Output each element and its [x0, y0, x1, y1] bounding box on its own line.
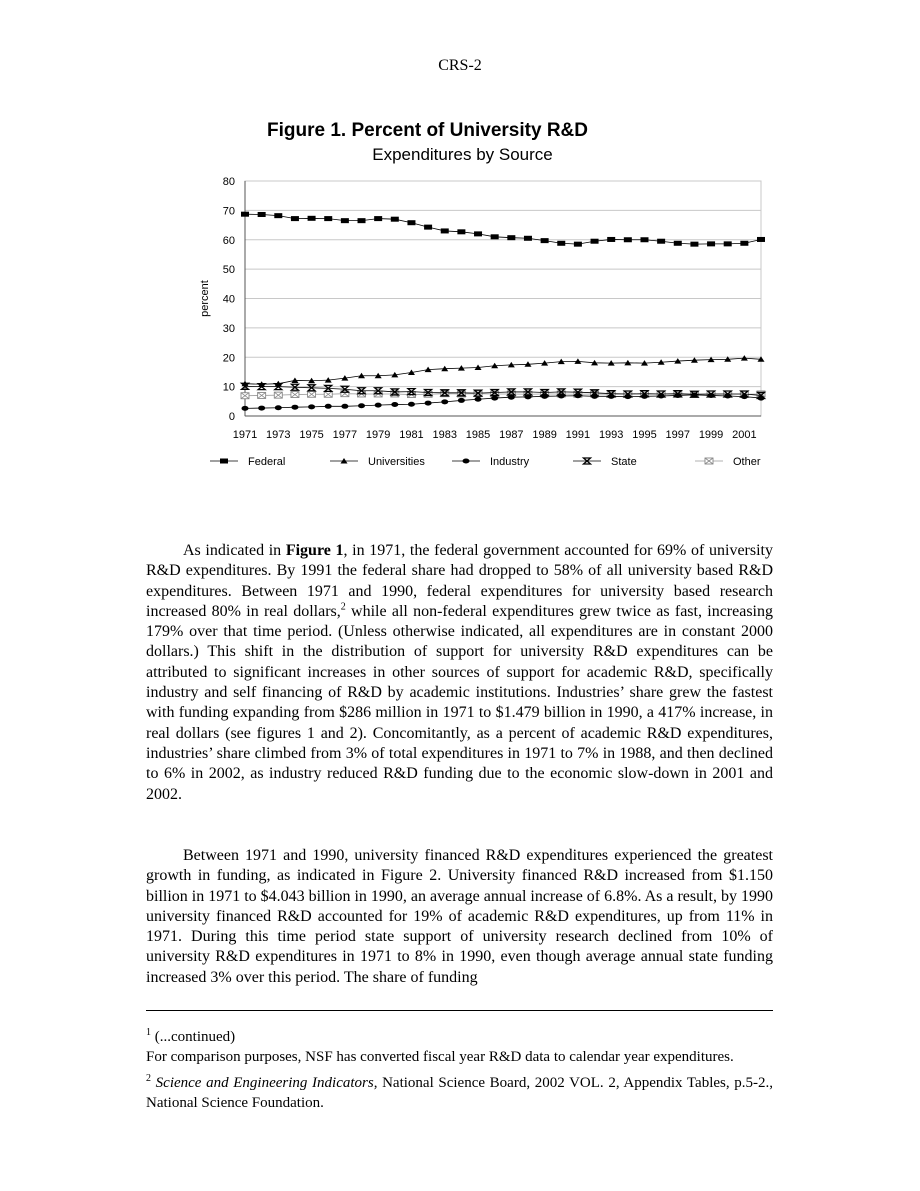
series-state: [242, 383, 765, 398]
data-point: [458, 398, 465, 403]
x-tick-label: 2001: [732, 429, 757, 441]
series-federal: [241, 212, 765, 247]
data-point: [724, 241, 732, 246]
data-point: [574, 393, 581, 398]
data-point: [441, 228, 449, 233]
y-tick-label: 30: [222, 322, 235, 335]
data-point: [740, 241, 748, 246]
data-point: [691, 392, 698, 397]
data-point: [358, 218, 366, 223]
data-point: [291, 392, 299, 398]
legend-item-other: [695, 456, 761, 468]
x-tick-label: 1971: [232, 429, 258, 441]
y-tick-label: 60: [222, 234, 235, 247]
x-tick-label: 1983: [432, 429, 457, 441]
y-tick-label: 0: [228, 411, 235, 423]
series-line: [245, 358, 761, 384]
figure-subtitle: Expenditures by Source: [372, 145, 553, 164]
series-line: [245, 395, 761, 409]
legend-marker: [705, 458, 713, 464]
data-point: [324, 216, 332, 221]
data-point: [341, 218, 349, 223]
data-point: [425, 401, 432, 406]
data-point: [557, 241, 565, 246]
data-point: [757, 237, 765, 242]
data-point: [308, 404, 315, 409]
data-point: [275, 405, 282, 410]
footnote-1-number: 1: [146, 1027, 151, 1038]
data-point: [491, 396, 498, 401]
data-point: [408, 402, 415, 407]
data-point: [591, 394, 598, 399]
data-point: [407, 220, 415, 225]
data-point: [724, 394, 731, 399]
footnote-2-text: , National Science Board, 2002 VOL. 2, Appendix Tables, p.5-2., National Science Foundation.: [146, 1075, 773, 1111]
data-point: [274, 392, 282, 398]
data-point: [741, 355, 748, 361]
line-chart: [0, 0, 920, 500]
data-point: [457, 229, 465, 234]
x-tick-label: 1979: [365, 429, 391, 441]
y-tick-label: 80: [222, 176, 235, 188]
data-point: [541, 238, 549, 243]
p1-text-b: , in 1971, the federal government accounted for 69% of university R&D expenditures. By 1991 the federal share had dropped to 58% of all university based R&D expenditures. Between 1971 and 1990, federal expenditures for university based research increased 80% in real dollars,: [146, 542, 773, 620]
data-point: [658, 394, 665, 399]
x-tick-label: 1997: [665, 429, 691, 441]
x-tick-label: 1987: [499, 429, 524, 441]
data-point: [391, 402, 398, 407]
legend-label: State: [611, 456, 637, 468]
x-tick-label: 1995: [632, 429, 657, 441]
data-point: [574, 242, 582, 247]
data-point: [341, 404, 348, 409]
legend-label: Industry: [490, 456, 530, 468]
p1-text-a: As indicated in: [183, 542, 286, 559]
legend-item-universities: [330, 456, 425, 468]
data-point: [608, 394, 615, 399]
data-point: [674, 241, 682, 246]
data-point: [508, 395, 515, 400]
data-point: [258, 392, 266, 398]
footnote-1-text: For comparison purposes, NSF has converted fiscal year R&D data to calendar year expenditures.: [146, 1048, 734, 1065]
data-point: [624, 237, 632, 242]
legend-label: Federal: [248, 456, 286, 468]
x-tick-label: 1973: [266, 429, 291, 441]
data-point: [258, 212, 266, 217]
figure-title: Figure 1. Percent of University R&D: [267, 120, 588, 141]
series-industry: [242, 392, 765, 411]
x-tick-label: 1989: [532, 429, 557, 441]
footnote-ref-2: 2: [340, 601, 346, 613]
footnote-2: [146, 1074, 773, 1113]
legend-item-industry: [452, 456, 530, 468]
data-point: [325, 404, 332, 409]
footnote-1-continued: (...continued): [151, 1029, 236, 1045]
data-point: [258, 406, 265, 411]
page-header: CRS-2: [438, 57, 482, 74]
data-point: [507, 235, 515, 240]
series-universities: [242, 355, 765, 387]
x-tick-label: 1985: [465, 429, 491, 441]
data-point: [690, 242, 698, 247]
footnote-2-number: 2: [146, 1073, 151, 1084]
x-tick-label: 1981: [399, 429, 424, 441]
data-point: [707, 241, 715, 246]
data-point: [241, 212, 249, 217]
footnote-1: [146, 1028, 773, 1067]
data-point: [524, 394, 531, 399]
p1-text-c: while all non-federal expenditures grew twice as fast, increasing 179% over that time period. (Unless otherwise indicated, all expenditures are in constant 2000 dollars.) This shift in the distribution of support for university R&D expenditures can be attributed to significant increases in other sources of support for academic R&D, specifically industry and self financing of R&D by academic institutions. Industries’ share grew the fastest with funding expanding from $286 million in 1971 to $1.479 billion in 1990, a 417% increase, in real dollars (see figures 1 and 2). Concomitantly, as a percent of academic R&D expenditures, industries’ share climbed from 3% of total expenditures in 1971 to 7% in 1988, and then declined to 6% in 2002, as industry reduced R&D funding due to the economic slow-down in 2001 and 2002.: [146, 602, 773, 803]
x-tick-label: 1977: [332, 429, 358, 441]
data-point: [375, 403, 382, 408]
data-point: [241, 393, 249, 399]
data-point: [291, 216, 299, 221]
data-point: [424, 225, 432, 230]
x-tick-label: 1975: [299, 429, 324, 441]
paragraph-1: [146, 541, 773, 805]
y-tick-label: 50: [222, 264, 235, 277]
y-tick-label: 40: [222, 293, 235, 306]
legend-marker: [463, 459, 470, 464]
data-point: [674, 393, 681, 398]
data-point: [491, 234, 499, 239]
data-point: [374, 216, 382, 221]
data-point: [758, 396, 765, 401]
legend-label: Other: [733, 456, 761, 468]
y-axis-label: percent: [199, 280, 211, 317]
data-point: [708, 393, 715, 398]
figure-ref: Figure 1: [285, 542, 344, 559]
data-point: [607, 237, 615, 242]
data-point: [524, 236, 532, 241]
data-point: [391, 217, 399, 222]
data-point: [242, 406, 249, 411]
data-point: [474, 231, 482, 236]
data-point: [624, 394, 631, 399]
data-point: [324, 391, 332, 397]
data-point: [641, 394, 648, 399]
data-point: [274, 213, 282, 218]
data-point: [475, 397, 482, 402]
data-point: [308, 216, 316, 221]
y-tick-label: 10: [222, 381, 235, 394]
legend-item-state: [573, 456, 637, 468]
footnote-divider: [146, 1010, 773, 1011]
x-tick-label: 1999: [698, 429, 724, 441]
data-point: [291, 405, 298, 410]
legend-marker: [220, 459, 228, 464]
data-point: [358, 403, 365, 408]
legend-item-federal: [210, 456, 285, 468]
p2-text: Between 1971 and 1990, university financed R&D expenditures experienced the greatest growth in funding, as indicated in Figure 2. University financed R&D increased from $1.150 billion in 1971 to $4.043 billion in 1990, an average annual increase of 6.8%. As a result, by 1990 university financed R&D accounted for 19% of academic R&D expenditures, up from 11% in 1971. During this time period state support of university research declined from 10% of university R&D expenditures in 1971 to 8% in 1990, even though average annual state funding increased 3% over this period. The share of funding: [146, 847, 773, 986]
data-point: [741, 394, 748, 399]
paragraph-2: [146, 846, 773, 988]
data-point: [441, 399, 448, 404]
x-tick-label: 1991: [565, 429, 591, 441]
data-point: [541, 394, 548, 399]
footnote-2-title: Science and Engineering Indicators: [155, 1075, 374, 1091]
data-point: [640, 237, 648, 242]
data-point: [308, 391, 316, 397]
x-tick-label: 1993: [598, 429, 624, 441]
y-tick-label: 20: [222, 352, 235, 365]
data-point: [591, 239, 599, 244]
y-tick-label: 70: [222, 205, 235, 218]
data-point: [657, 239, 665, 244]
data-point: [558, 394, 565, 399]
legend-label: Universities: [368, 456, 425, 468]
